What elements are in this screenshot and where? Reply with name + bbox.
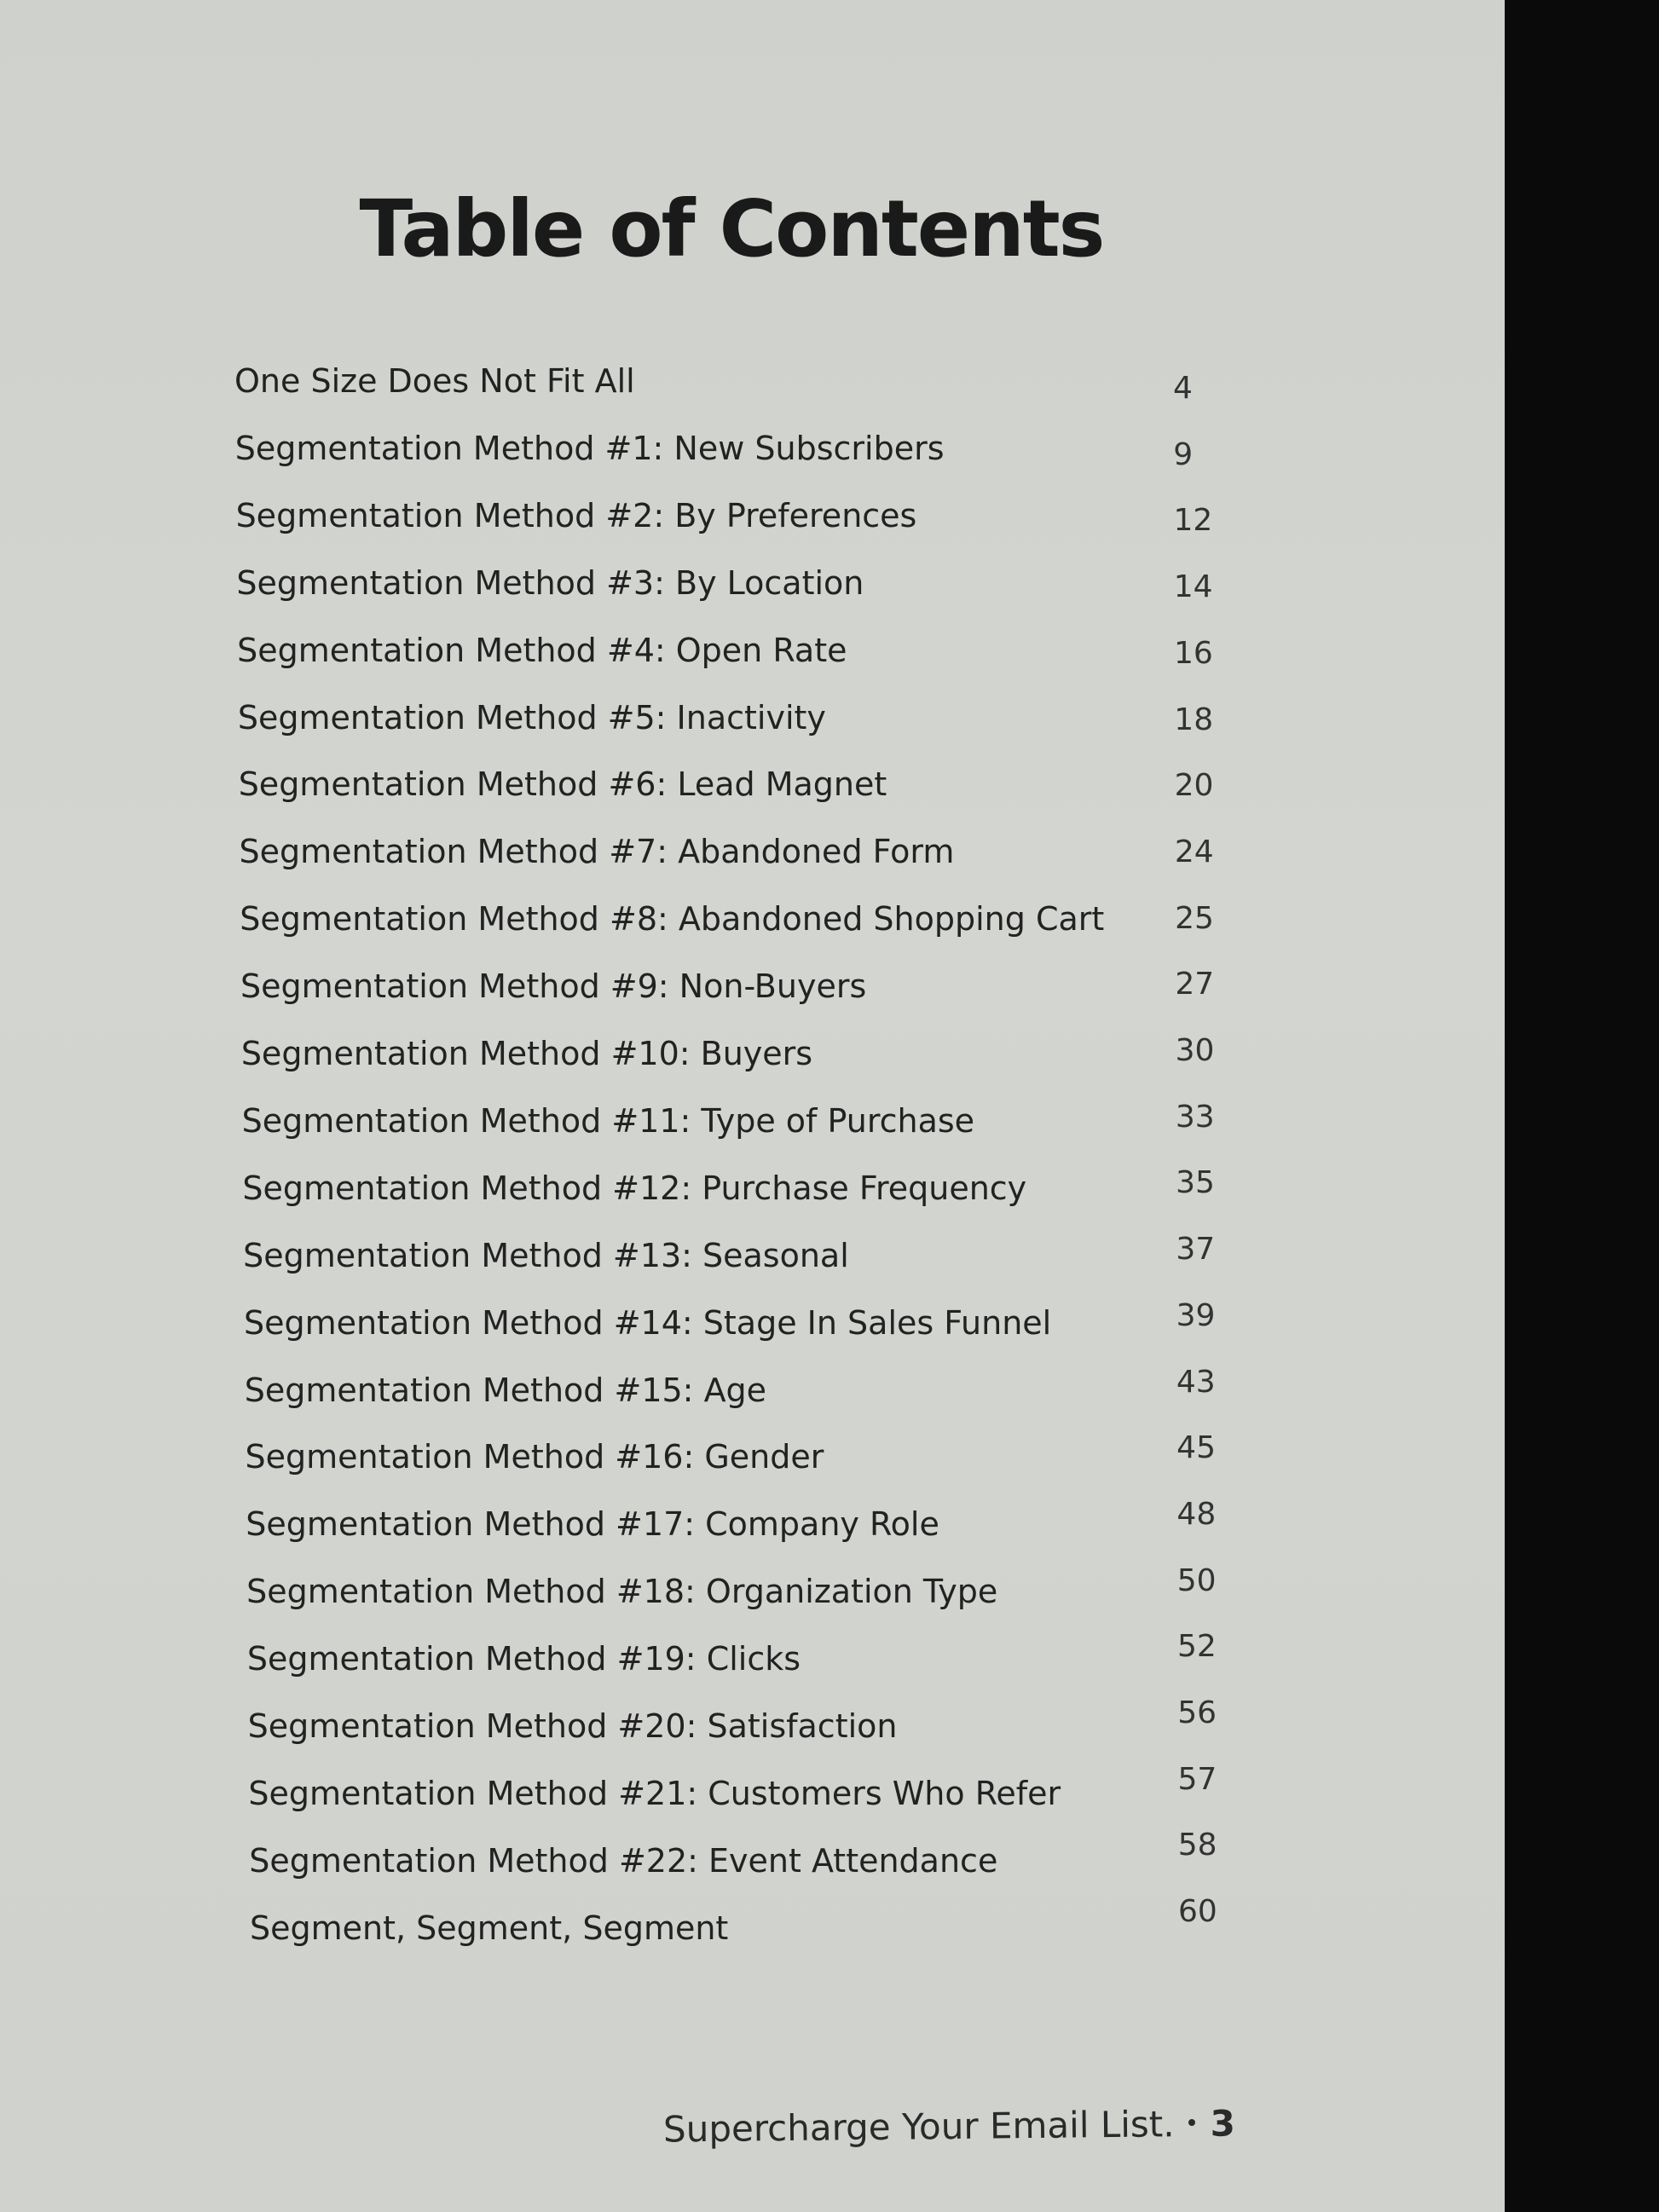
toc-entry-page-number: 43 [1176, 1364, 1216, 1400]
toc-entry-page-number: 25 [1175, 900, 1214, 936]
toc-entry-title: Segmentation Method #17: Company Role [246, 1505, 939, 1544]
toc-entry-title: Segmentation Method #7: Abandoned Form [239, 833, 955, 871]
page-footer [663, 2102, 1235, 2150]
dark-background-edge [1505, 0, 1659, 2212]
toc-entry-page-number: 16 [1174, 635, 1213, 671]
toc-entry-title: Segment, Segment, Segment [250, 1909, 729, 1947]
toc-entry-title: Segmentation Method #16: Gender [245, 1438, 824, 1476]
page-title: Table of Contents [359, 183, 1104, 274]
toc-entry-title: Segmentation Method #18: Organization Type [246, 1573, 998, 1611]
toc-entry-page-number: 27 [1175, 967, 1215, 1002]
toc-entry-page-number: 52 [1176, 1629, 1217, 1665]
toc-entry-title: Segmentation Method #9: Non-Buyers [240, 967, 867, 1006]
bullet-separator [1188, 2118, 1195, 2125]
footer-book-title: Supercharge Your Email List. [662, 2103, 1175, 2151]
toc-entry-page-number: 20 [1174, 768, 1214, 804]
toc-entry-title: Segmentation Method #5: Inactivity [237, 698, 826, 736]
toc-entry-page-number: 14 [1173, 569, 1213, 605]
toc-entry-title: Segmentation Method #22: Event Attendance [249, 1841, 998, 1880]
toc-entry-title: Segmentation Method #8: Abandoned Shopping Cart [240, 900, 1105, 939]
toc-entry-page-number: 9 [1173, 436, 1194, 472]
toc-entry-title: Segmentation Method #13: Seasonal [243, 1236, 849, 1274]
toc-entry-title: Segmentation Method #14: Stage In Sales Funnel [243, 1303, 1052, 1342]
toc-entry-page-number: 12 [1173, 503, 1213, 539]
toc-entry-title: Segmentation Method #10: Buyers [240, 1035, 813, 1072]
toc-entry-title: Segmentation Method #15: Age [244, 1371, 767, 1409]
toc-entry-page-number: 30 [1175, 1033, 1215, 1068]
toc-entry-title: Segmentation Method #1: New Subscribers [234, 429, 945, 467]
toc-entry-page-number: 45 [1176, 1430, 1216, 1466]
toc-entry-title: Segmentation Method #20: Satisfaction [247, 1707, 898, 1745]
toc-entry-page-number: 37 [1176, 1232, 1216, 1268]
toc-entry-page-number: 60 [1178, 1894, 1217, 1930]
toc-entry-page-number: 48 [1176, 1496, 1217, 1532]
toc-entry-title: Segmentation Method #2: By Preferences [235, 496, 917, 534]
toc-entry-page-number: 24 [1174, 834, 1214, 869]
toc-entry-title: One Size Does Not Fit All [234, 362, 635, 400]
toc-entry-title: Segmentation Method #21: Customers Who Refer [248, 1774, 1061, 1812]
toc-entry-page-number: 18 [1174, 702, 1214, 737]
toc-entry-page-number: 57 [1177, 1761, 1217, 1797]
toc-entry-title: Segmentation Method #12: Purchase Frequency [242, 1169, 1027, 1207]
toc-entry-page-number: 50 [1176, 1562, 1217, 1598]
toc-entry-page-number: 39 [1176, 1297, 1216, 1333]
footer-page-number: 3 [1210, 2102, 1236, 2145]
toc-entry-page-number: 33 [1175, 1099, 1215, 1135]
toc-entry-title: Segmentation Method #3: By Location [236, 563, 864, 602]
toc-entry-page-number: 56 [1177, 1695, 1217, 1730]
toc-entry-page-number: 35 [1176, 1165, 1215, 1201]
toc-entry-title: Segmentation Method #6: Lead Magnet [238, 765, 887, 804]
toc-entry-page-number: 58 [1177, 1828, 1217, 1863]
toc-entry-title: Segmentation Method #4: Open Rate [237, 631, 847, 669]
toc-entry-title: Segmentation Method #11: Type of Purchase [241, 1101, 975, 1140]
toc-entry-page-number: 4 [1173, 371, 1193, 406]
toc-entry-title: Segmentation Method #19: Clicks [246, 1640, 801, 1678]
